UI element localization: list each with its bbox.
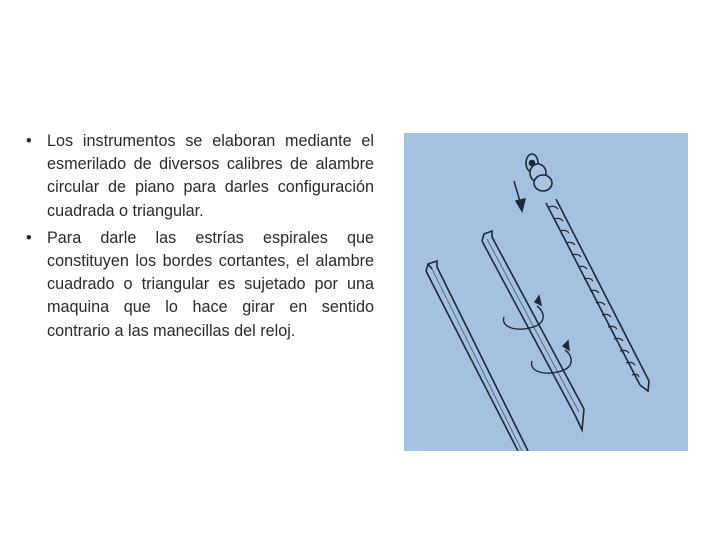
- instrument-illustration: [404, 133, 688, 451]
- bullet-text: Para darle las estrías espirales que constituyen los bordes cortantes, el alambre cuadrado o triangular es sujetado por una maquina que lo hace girar en sentido contrario a las manecillas del reloj.: [47, 228, 374, 340]
- bullet-item: [22, 227, 374, 343]
- bullet-text: Los instrumentos se elaboran mediante el esmerilado de diversos calibres de alambre circular de piano para darles configuración cuadrada o triangular.: [47, 132, 374, 220]
- bullet-item: [22, 130, 374, 223]
- bullet-marker: •: [26, 132, 32, 150]
- bullet-marker: •: [26, 228, 32, 247]
- bullet-list: [22, 130, 374, 343]
